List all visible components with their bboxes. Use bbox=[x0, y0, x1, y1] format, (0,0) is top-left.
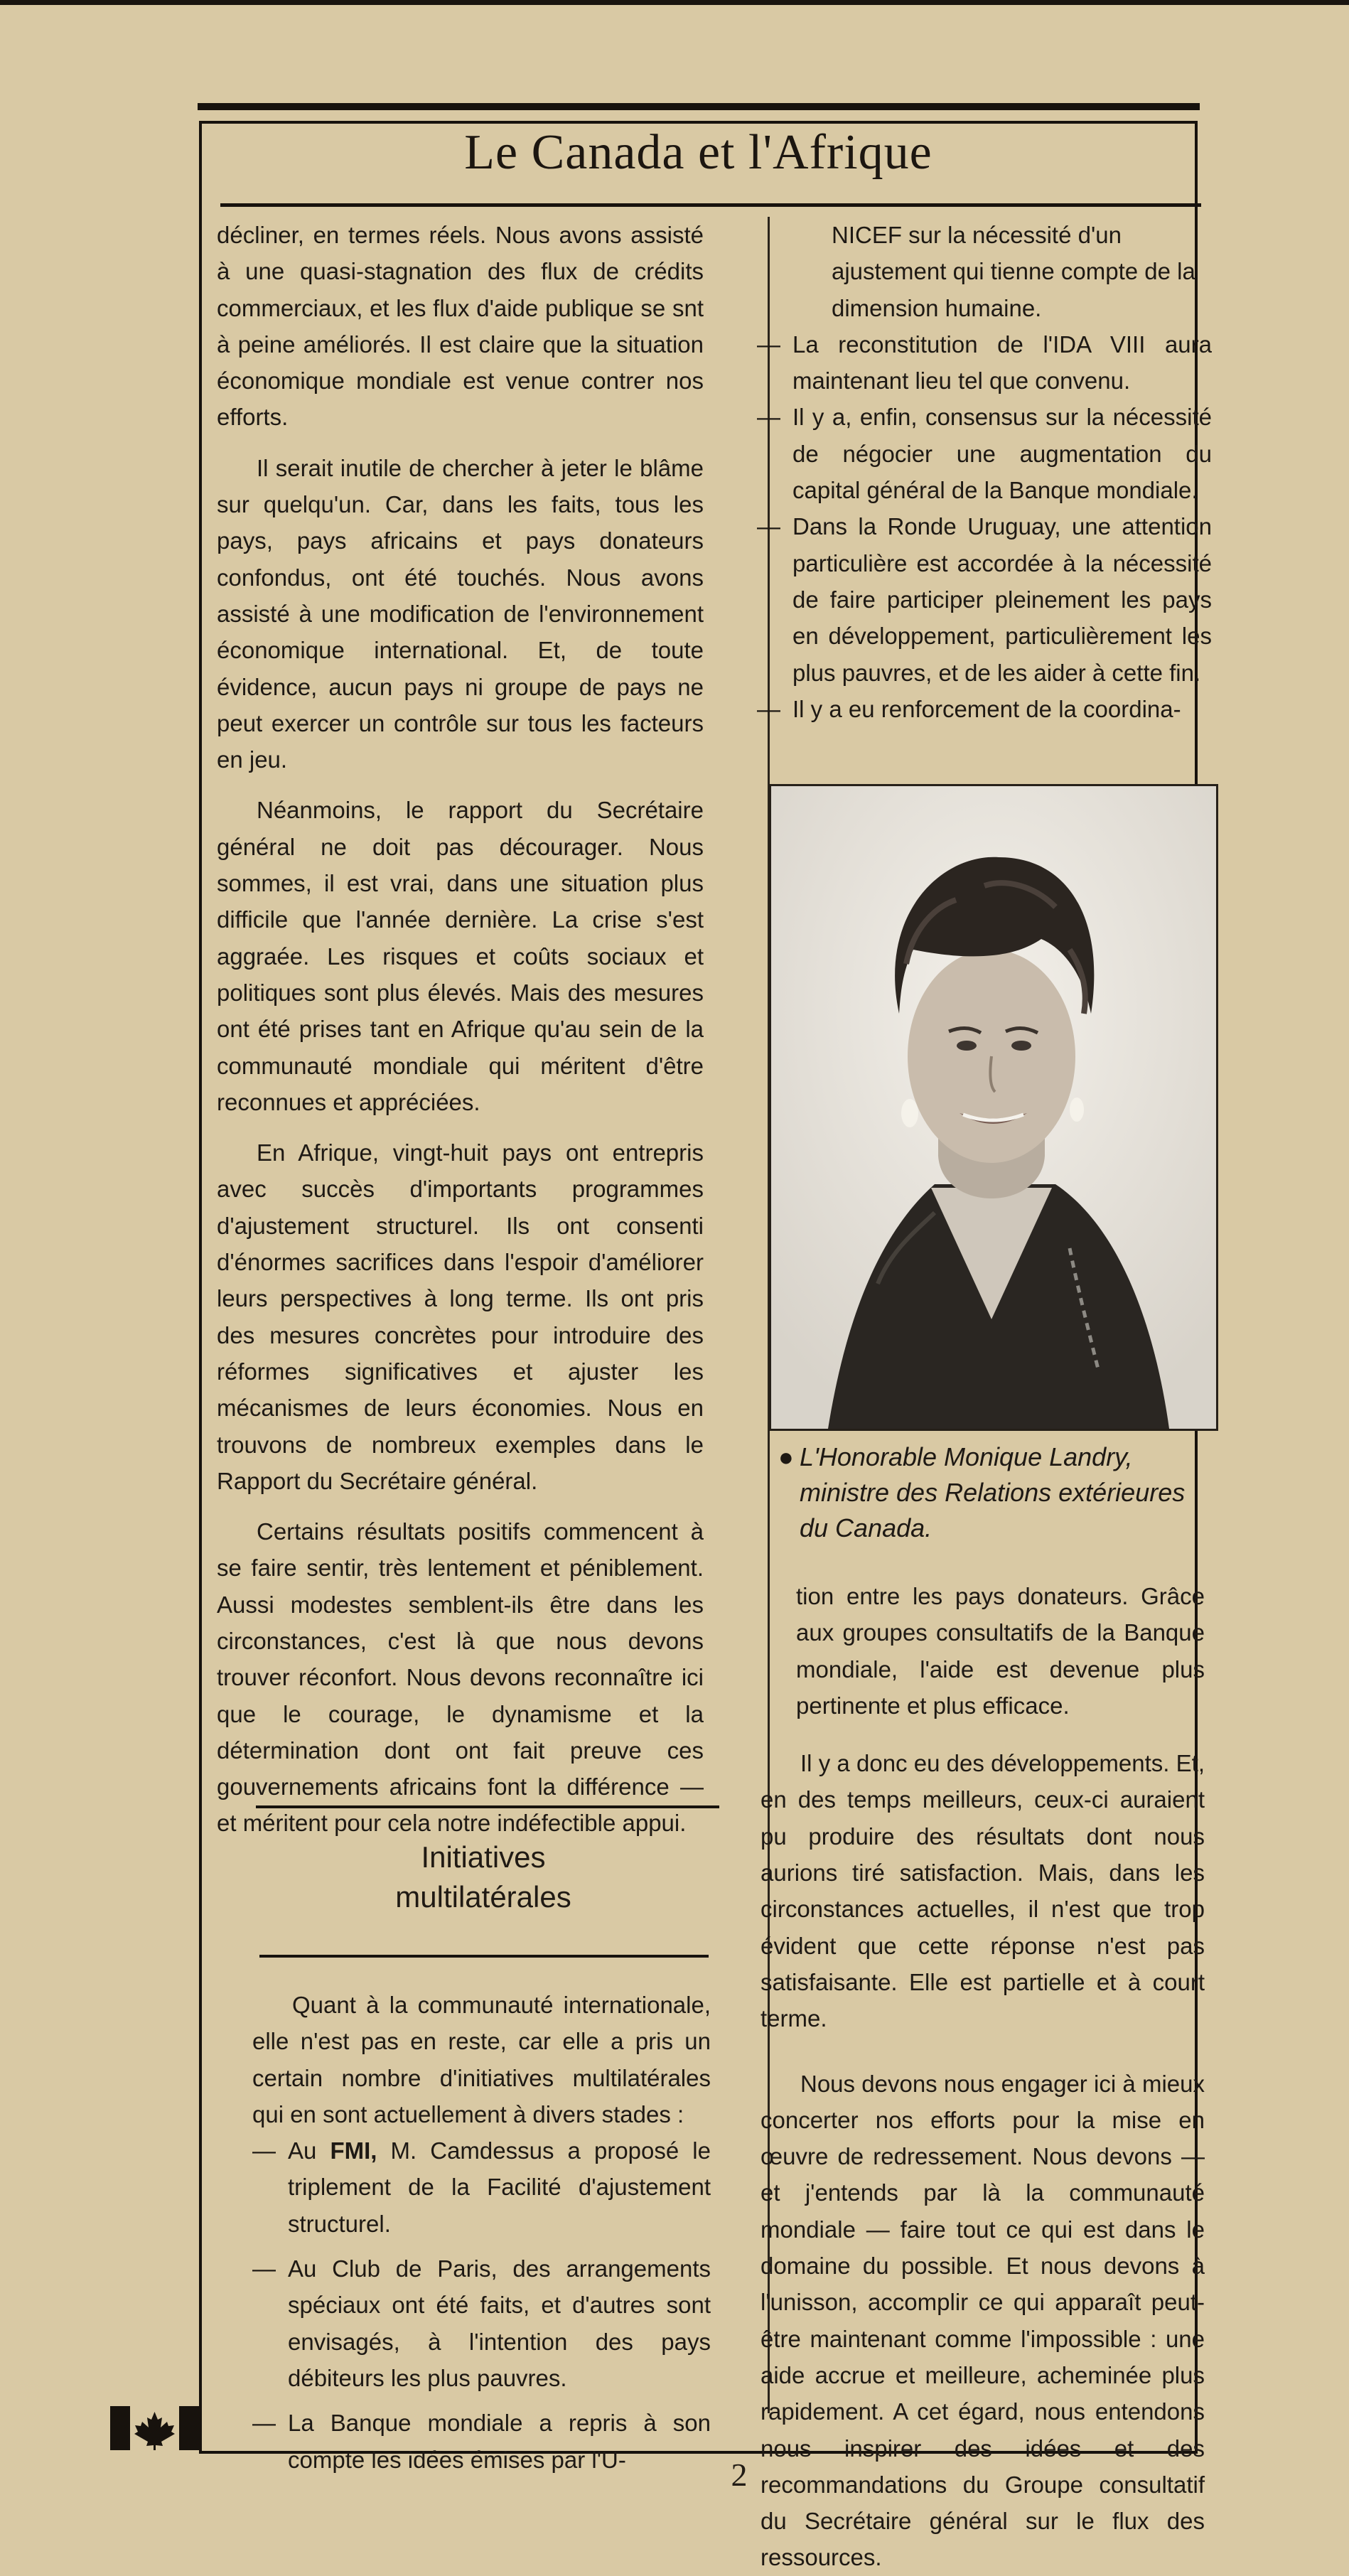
paragraph: tion entre les pays donateurs. Grâce aux groupes consultatifs de la Banque mondiale, l'aide est devenue plus pertinente et plus efficace. bbox=[796, 1583, 1205, 1719]
page-title: Le Canada et l'Afrique bbox=[464, 125, 933, 180]
list-item: — Il y a, enfin, consensus sur la nécessité de négocier une augmentation du capital général de la Banque mondiale. bbox=[757, 399, 1212, 508]
canada-flag-logo bbox=[110, 2406, 199, 2450]
list-item-bold: FMI, bbox=[330, 2137, 377, 2164]
paragraph: Certains résultats positifs commencent à se faire sentir, très lentement et péniblement. Aussi modestes semblent-ils être dans les circonstances, c'est là que nous devons trouver réconfort. Nous devons reconnaître ici que le courage, le dynamisme et la détermination dont ont fait preuve ces gouvernements africains font la différence — et méritent pour cela notre indéfectible appui. bbox=[217, 1518, 704, 1837]
right-column-upper bbox=[757, 217, 1212, 727]
paragraph: décliner, en termes réels. Nous avons assisté à une quasi-stagnation des flux de crédits commerciaux, et les flux d'aide publique se snt à peine améliorés. Il est claire que la situation économique mondiale est venue contrer nos efforts. bbox=[217, 222, 704, 431]
section-rule-bottom bbox=[259, 1955, 709, 1958]
list-item-text: Au bbox=[288, 2137, 330, 2164]
scan-top-edge bbox=[0, 0, 1349, 5]
paragraph: Quant à la communauté internationale, elle n'est pas en reste, car elle a pris un certain nombre d'initiatives multilatérales qui en sont actuellement à divers stades : bbox=[252, 1992, 711, 2127]
list-item bbox=[252, 2132, 711, 2242]
list-item: — La reconstitution de l'IDA VIII aura maintenant lieu tel que convenu. bbox=[757, 326, 1212, 399]
paragraph: En Afrique, vingt-huit pays ont entrepris avec succès d'importants programmes d'ajustement structurel. Ils ont consenti d'énormes sacrifices dans l'espoir d'améliorer leurs perspectives à long terme. Ils ont pris des mesures concrètes pour introduire des réformes significatives et ajuster les mécanismes de leurs économies. Nous en trouvons de nombreux exemples dans le Rapport du Secrétaire général. bbox=[217, 1139, 704, 1494]
paragraph: Il y a donc eu des développements. Et, en des temps meilleurs, ceux-ci auraient pu produire des résultats dont nous aurions tiré satisfaction. Mais, dans les circonstances actuelles, il n'est que trop évident que cette réponse n'est pas satisfaisante. Elle est partielle et à court terme. bbox=[761, 1750, 1205, 2032]
caption-text: L'Honorable Monique Landry, ministre des Relations extérieures du Canada. bbox=[800, 1442, 1186, 1542]
portrait-illustration bbox=[771, 786, 1216, 1429]
photo-caption bbox=[778, 1439, 1205, 1546]
left-column-lower bbox=[252, 1987, 711, 2478]
header-rule bbox=[198, 103, 1200, 110]
paragraph: NICEF sur la nécessité d'un ajustement qui tienne compte de la dimension humaine. bbox=[832, 222, 1195, 321]
page-header bbox=[199, 124, 1198, 181]
section-rule-top bbox=[256, 1805, 719, 1808]
paragraph: Néanmoins, le rapport du Secrétaire général ne doit pas décourager. Nous sommes, il est vrai, dans une situation plus difficile que l'année dernière. La crise s'est aggraée. Les risques et coûts sociaux et politiques sont plus élevés. Mais des mesures ont été prises tant en Afrique qu'au sein de la communauté mondiale qui méritent d'être reconnues et appréciées. bbox=[217, 797, 704, 1115]
section-heading-line: Initiatives bbox=[421, 1840, 546, 1874]
list-item: — Il y a eu renforcement de la coordina- bbox=[757, 691, 1212, 727]
section-heading bbox=[256, 1837, 711, 1917]
left-column-upper bbox=[217, 217, 704, 1842]
paragraph: Il serait inutile de chercher à jeter le blâme sur quelqu'un. Car, dans les faits, tous les pays, pays africains et pays donateurs confondus, ont été touchés. Nous avons assisté à une modification de l'environnement économique international. Et, de toute évidence, aucun pays ni groupe de pays ne peut exercer un contrôle sur tous les facteurs en jeu. bbox=[217, 454, 704, 773]
list-item: — Au Club de Paris, des arrangements spéciaux ont été faits, et d'autres sont envisagés, à l'intention des pays débiteurs les plus pauvres. bbox=[252, 2250, 711, 2396]
list-item-text: M. Camdessus a proposé le triplement de la Facilité d'ajustement structurel. bbox=[288, 2137, 711, 2237]
page-number: 2 bbox=[731, 2457, 748, 2493]
list-item: — Dans la Ronde Uruguay, une attention particulière est accordée à la nécessité de faire participer pleinement les pays en développement, particulièrement les plus pauvres, et de les aider à cette fin. bbox=[757, 508, 1212, 690]
portrait-photo bbox=[769, 784, 1218, 1431]
title-rule bbox=[220, 203, 1201, 207]
right-column-lower bbox=[761, 1578, 1205, 2576]
bullet-icon: ● bbox=[778, 1442, 794, 1471]
section-heading-line: multilatérales bbox=[395, 1880, 571, 1914]
paragraph: Nous devons nous engager ici à mieux concerter nos efforts pour la mise en œuvre de redressement. Nous devons — et j'entends par là la communauté mondiale — faire tout ce qui est dans le domaine du possible. Et nous devons à l'unisson, accomplir ce qui apparaît peut-être maintenant comme l'impossible : une aide accrue et meilleure, acheminée plus rapidement. A cet égard, nous entendons nous inspirer des idées et des recommandations du Groupe consultatif du Secrétaire général sur le flux des ressources. bbox=[761, 2070, 1205, 2571]
list-item: — La Banque mondiale a repris à son compte les idées émises par l'U- bbox=[252, 2405, 711, 2478]
